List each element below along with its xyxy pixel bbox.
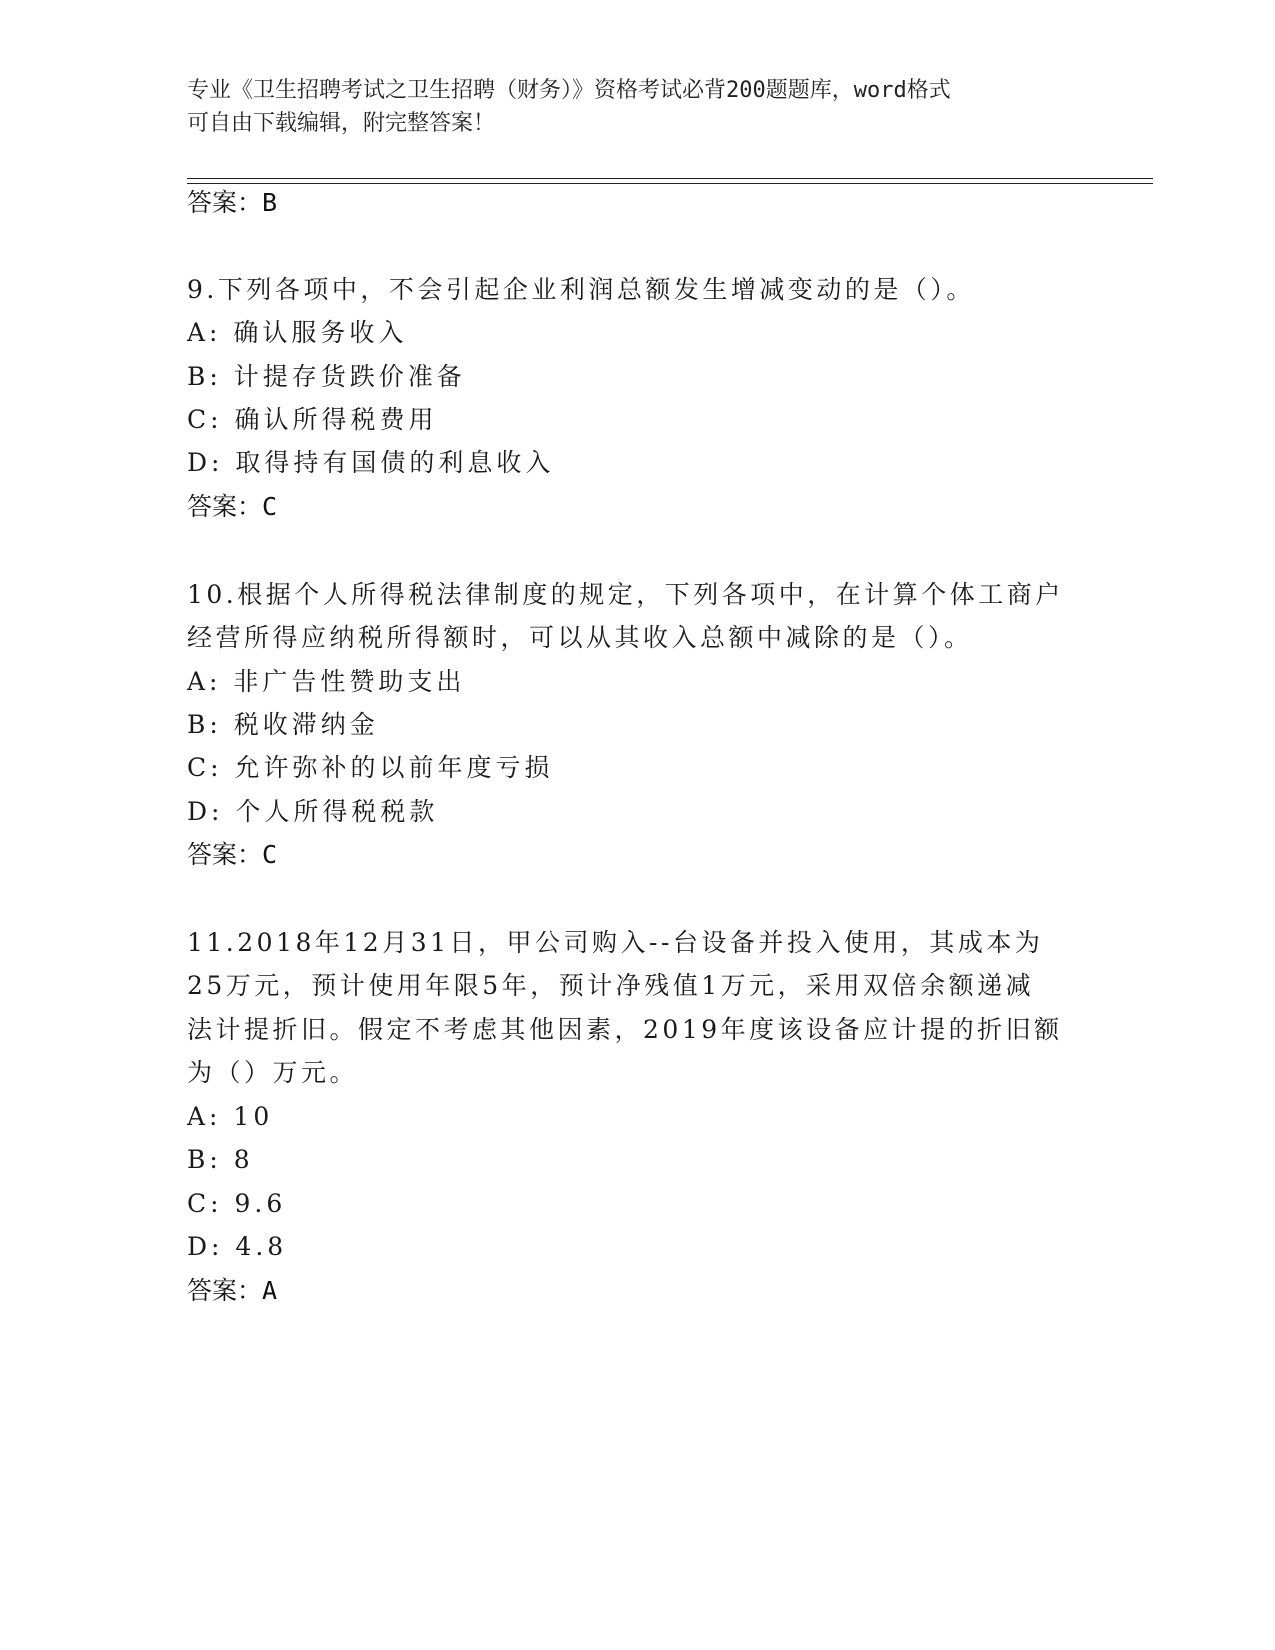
question-10-option-b: B: 税收滞纳金: [187, 710, 379, 739]
question-11-answer: [187, 1276, 277, 1306]
header-divider-bottom: [187, 183, 1153, 184]
question-11-option-a: A: 10: [187, 1102, 274, 1131]
answer-label: 答案：: [187, 1276, 263, 1305]
question-10-option-d: D: 个人所得税税款: [187, 797, 439, 826]
question-10-option-a: A: 非广告性赞助支出: [187, 667, 466, 696]
question-11-text-line-4: 为（）万元。: [187, 1058, 359, 1087]
header-line-2: 可自由下载编辑，附完整答案！: [187, 111, 496, 136]
answer-label: 答案：: [187, 188, 263, 217]
document-header: [187, 74, 1067, 140]
question-9-text: 9.下列各项中，不会引起企业利润总额发生增减变动的是（）。: [187, 275, 975, 304]
answer-value: C: [262, 492, 278, 521]
answer-value: C: [262, 840, 278, 869]
question-9-option-d: D: 取得持有国债的利息收入: [187, 448, 555, 477]
question-10-text-line-1: 10.根据个人所得税法律制度的规定，下列各项中，在计算个体工商户: [187, 580, 1064, 609]
question-10-option-c: C: 允许弥补的以前年度亏损: [187, 753, 554, 782]
answer-value: A: [262, 1276, 278, 1305]
question-11-text-line-2: 25万元，预计使用年限5年，预计净残值1万元，采用双倍余额递减: [187, 971, 1035, 1000]
question-9-option-b: B: 计提存货跌价准备: [187, 362, 466, 391]
answer-label: 答案：: [187, 840, 263, 869]
header-divider-top: [187, 178, 1153, 179]
question-9-option-a: A: 确认服务收入: [187, 318, 408, 347]
question-9-option-c: C: 确认所得税费用: [187, 405, 438, 434]
question-11-text-line-3: 法计提折旧。假定不考虑其他因素，2019年度该设备应计提的折旧额: [187, 1015, 1063, 1044]
question-11-option-c: C: 9.6: [187, 1189, 287, 1218]
answer-prev: [187, 188, 277, 218]
question-11-text-line-1: 11.2018年12月31日，甲公司购入--台设备并投入使用，其成本为: [187, 928, 1044, 957]
question-10-text-line-2: 经营所得应纳税所得额时，可以从其收入总额中减除的是（）。: [187, 623, 973, 652]
question-11-option-d: D: 4.8: [187, 1232, 288, 1261]
question-9-answer: [187, 492, 277, 522]
question-11-option-b: B: 8: [187, 1145, 254, 1174]
answer-value: B: [262, 188, 278, 217]
header-line-1: 专业《卫生招聘考试之卫生招聘（财务）》资格考试必背200题题库，word格式: [187, 78, 951, 103]
question-10-answer: [187, 840, 277, 870]
answer-label: 答案：: [187, 492, 263, 521]
